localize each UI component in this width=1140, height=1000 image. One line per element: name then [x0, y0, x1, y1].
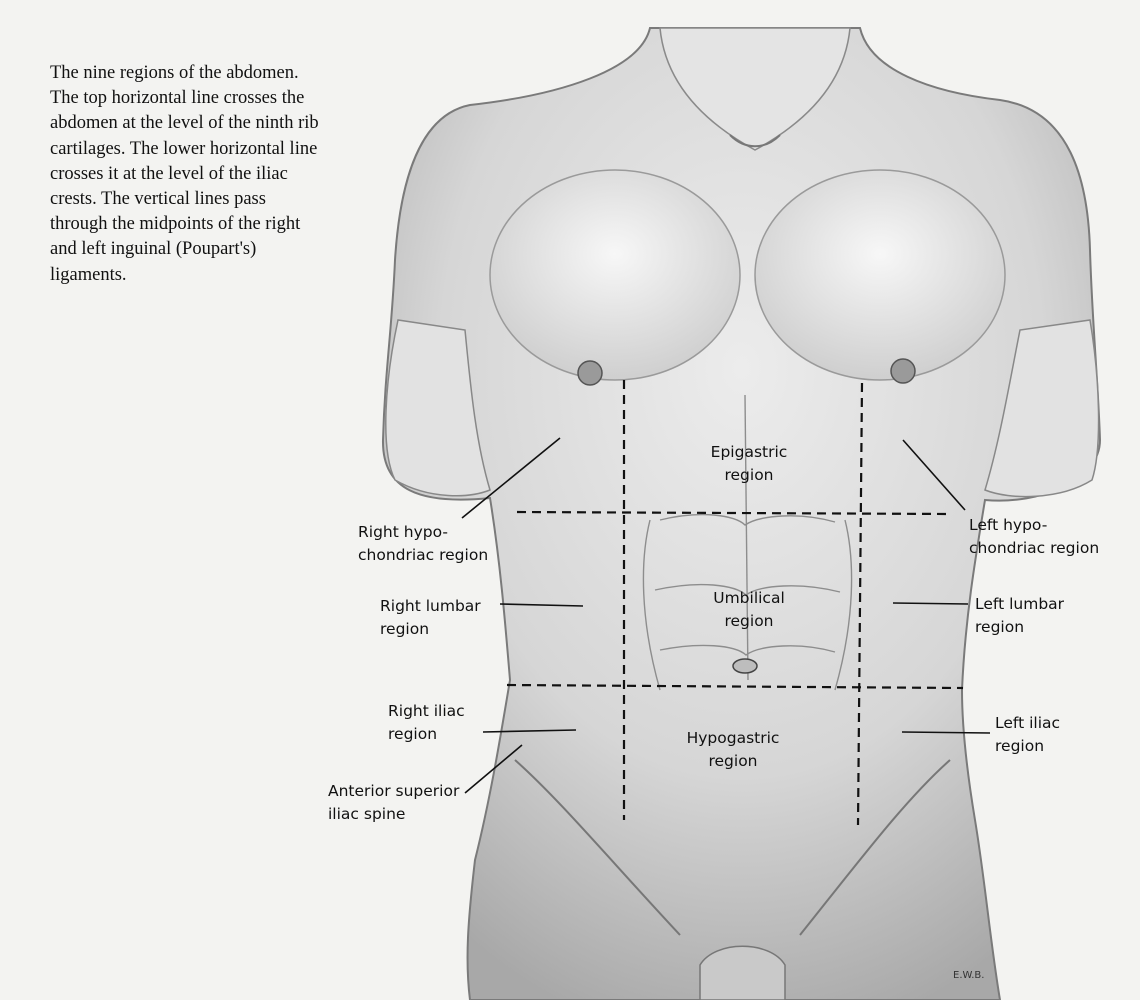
- left-lumbar-label: Left lumbar region: [975, 595, 1065, 636]
- right-iliac-label: Right iliac region: [388, 702, 465, 743]
- right-lumbar-label: Right lumbar region: [380, 597, 481, 638]
- left-nipple: [891, 359, 915, 383]
- epigastric-region-label: Epigastric region: [710, 443, 788, 484]
- genital-outline: [700, 946, 785, 1000]
- umbilical-region-label: Umbilical region: [713, 589, 785, 630]
- leader-left-lumbar: [893, 603, 968, 604]
- umbilicus: [733, 659, 757, 673]
- left-hypochondriac-label: Left hypo- chondriac region: [969, 516, 1100, 557]
- asis-label: Anterior superior iliac spine: [328, 782, 460, 823]
- right-hypochondriac-label: Right hypo- chondriac region: [358, 523, 489, 564]
- right-nipple: [578, 361, 602, 385]
- figure-caption: The nine regions of the abdomen. The top horizontal line crosses the abdomen at the level of the ninth rib cartilages. The lower horizontal line crosses it at the level of the iliac crests. The vertical lines pass through the midpoints of the right and left inguinal (Poupart's) ligaments.: [50, 63, 319, 285]
- right-pectoral: [490, 170, 740, 380]
- leader-left-iliac: [902, 732, 990, 733]
- artist-signature: E.W.B.: [953, 970, 985, 981]
- left-pectoral: [755, 170, 1005, 380]
- left-iliac-label: Left iliac region: [995, 714, 1061, 755]
- hypogastric-region-label: Hypogastric region: [686, 729, 780, 770]
